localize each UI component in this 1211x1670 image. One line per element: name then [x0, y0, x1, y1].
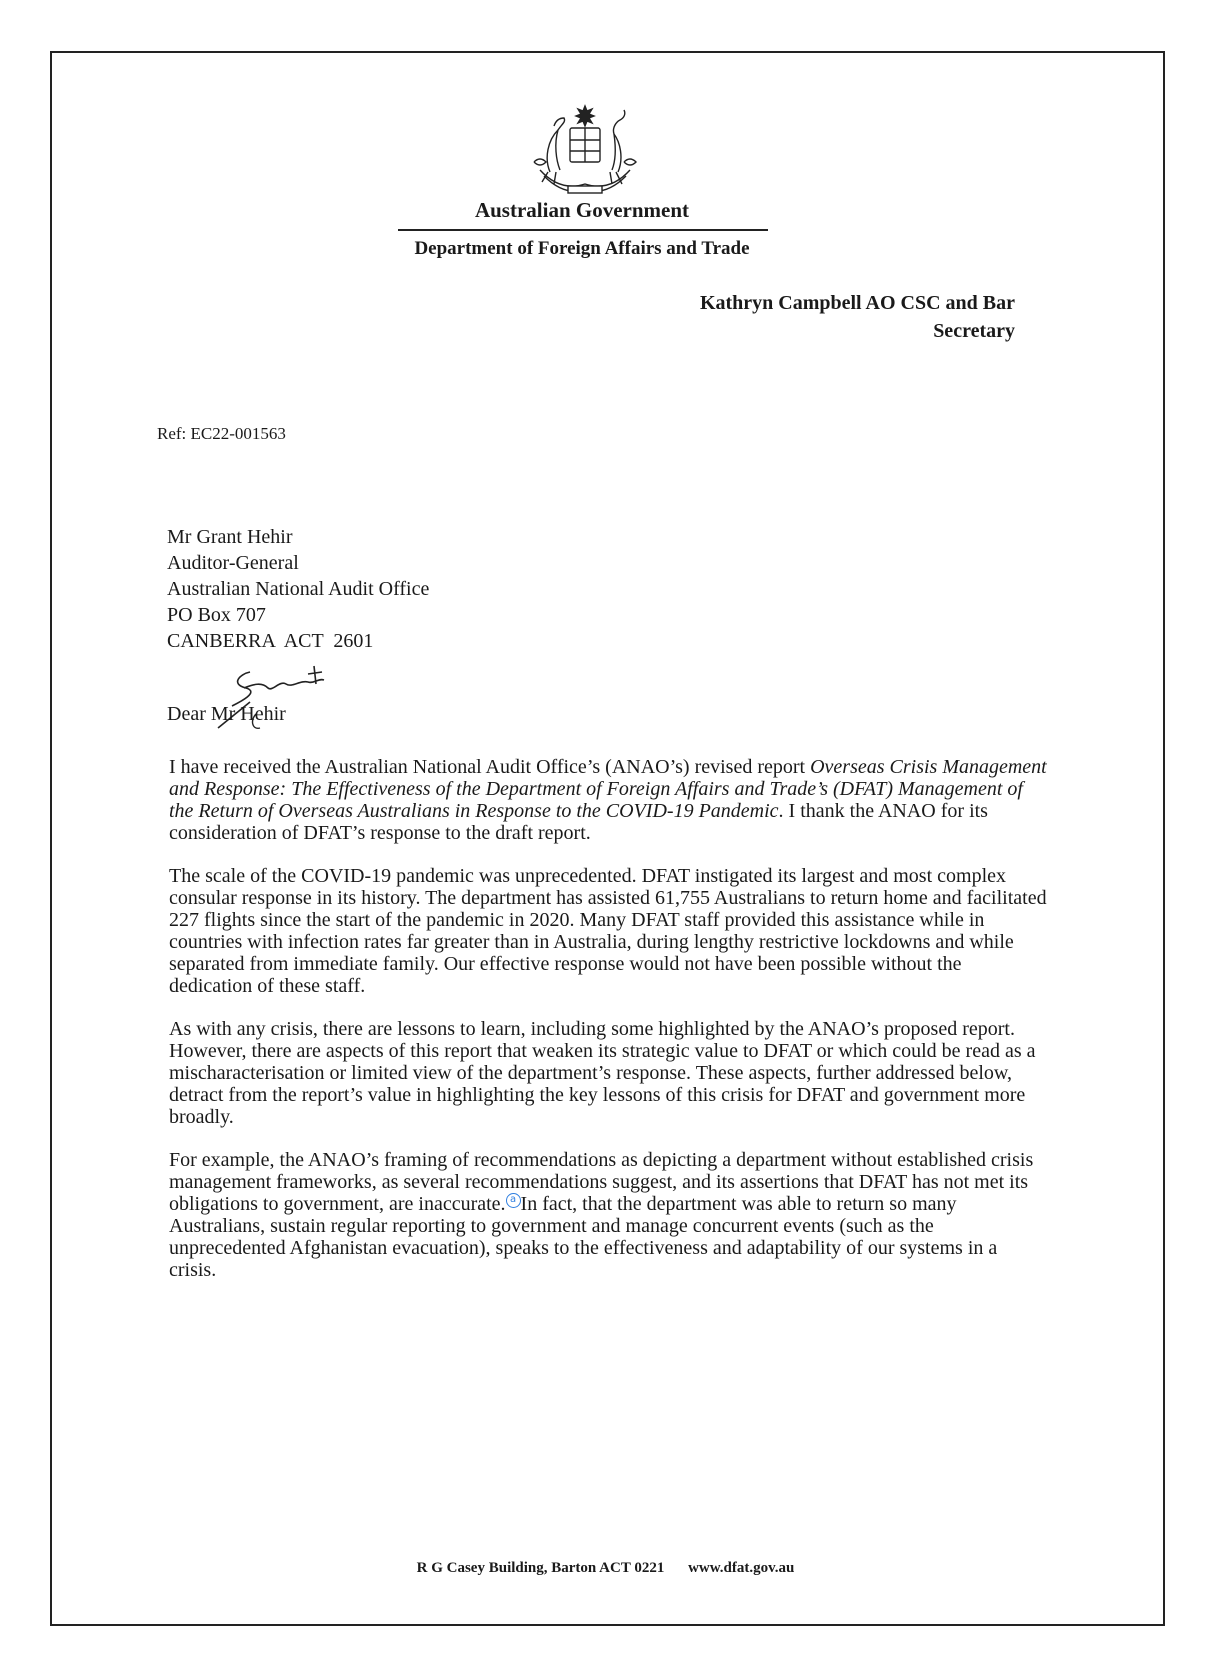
paragraph-4: [169, 1149, 1049, 1281]
coat-of-arms-icon: [520, 100, 650, 200]
reference-number: Ref: EC22-001563: [157, 424, 286, 443]
address-line: PO Box 707: [167, 604, 266, 626]
annotation-marker-icon[interactable]: a: [506, 1193, 521, 1208]
letter-body: [169, 756, 1049, 1302]
footer: [0, 1560, 1211, 1577]
recipient-address: [167, 524, 429, 654]
address-line: CANBERRA ACT 2601: [167, 630, 374, 652]
paragraph-text: For example, the ANAO’s framing of recommendations as depicting a department without established crisis management frameworks, as several recommendations suggest, and its assertions that DFAT has not met its obligations to government, are inaccurate.: [169, 1149, 1034, 1215]
report-title: Overseas Crisis Management and Response: The Effectiveness of the Department of Foreign Affairs and Trade’s (DFAT) Management of the Return of Overseas Australians in Response to the COVID-19 Pandemic: [169, 756, 1047, 822]
footer-website[interactable]: www.dfat.gov.au: [688, 1560, 795, 1576]
paragraph-2: The scale of the COVID-19 pandemic was unprecedented. DFAT instigated its largest and most complex consular response in its history. The department has assisted 61,755 Australians to return home and facilitated 227 flights since the start of the pandemic in 2020. Many DFAT staff provided this assistance while in countries with infection rates far greater than in Australia, during lengthy restrictive lockdowns and while separated from immediate family. Our effective response would not have been possible without the dedication of these staff.: [169, 865, 1047, 997]
address-line: Auditor-General: [167, 552, 299, 574]
paragraph-text: I have received the Australian National Audit Office’s (ANAO’s) revised report: [169, 756, 811, 778]
paragraph-text: In fact, that the department was able to return so many Australians, sustain regular reporting to government and manage concurrent events (such as the unprecedented Afghanistan evacuation), speaks to the effectiveness and adaptability of our systems in a crisis.: [169, 1193, 998, 1281]
address-line: Mr Grant Hehir: [167, 526, 293, 548]
government-name: Australian Government: [474, 198, 690, 222]
department-name: Department of Foreign Affairs and Trade: [414, 238, 750, 259]
footer-address: R G Casey Building, Barton ACT 0221: [416, 1560, 665, 1576]
sender-name: Kathryn Campbell AO CSC and Bar: [699, 292, 1015, 314]
address-line: Australian National Audit Office: [167, 578, 430, 600]
salutation: Dear Mr Hehir: [167, 703, 286, 725]
paragraph-1: [169, 756, 1049, 844]
letterhead-rule: [398, 229, 768, 231]
sender-title: Secretary: [933, 320, 1015, 342]
paragraph-3: As with any crisis, there are lessons to learn, including some highlighted by the ANAO’s proposed report. However, there are aspects of this report that weaken its strategic value to DFAT or which could be read as a mischaracterisation or limited view of the department’s response. These aspects, further addressed below, detract from the report’s value in highlighting the key lessons of this crisis for DFAT and government more broadly.: [169, 1018, 1036, 1128]
paragraph-text: . I thank the ANAO for its consideration of DFAT’s response to the draft report.: [169, 800, 988, 844]
